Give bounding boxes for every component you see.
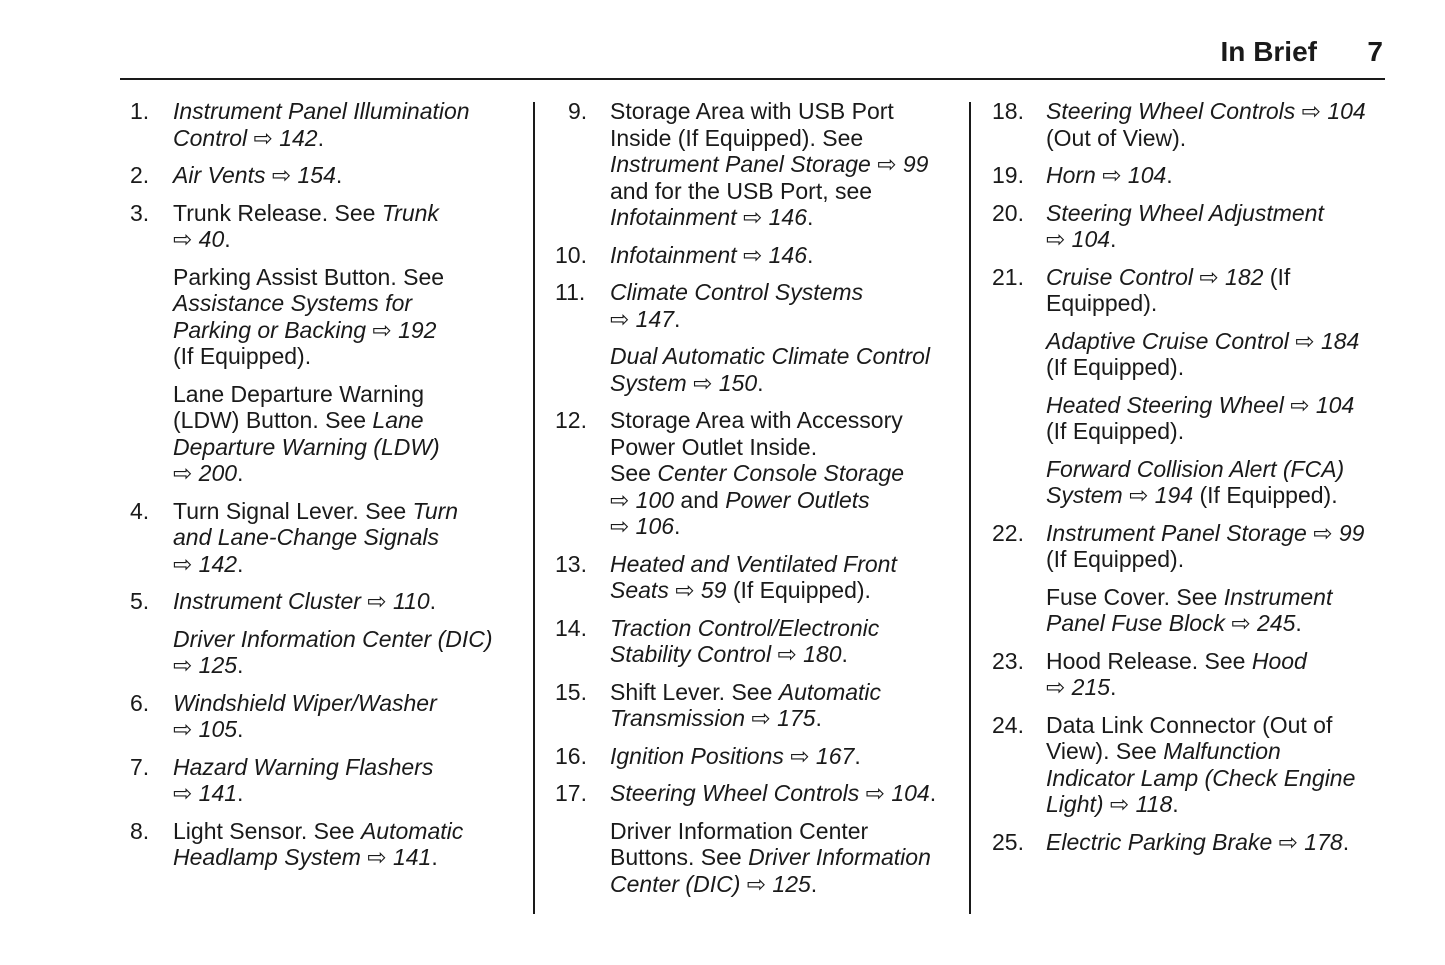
legend-item bbox=[992, 520, 1392, 573]
item-text: . bbox=[929, 780, 937, 806]
item-line bbox=[1046, 584, 1392, 611]
item-line bbox=[1046, 226, 1392, 253]
item-line bbox=[1046, 482, 1392, 509]
cross-reference: Trunk bbox=[381, 199, 439, 226]
cross-reference: Automatic bbox=[360, 817, 464, 844]
item-line bbox=[173, 381, 525, 408]
item-line bbox=[173, 780, 525, 807]
item-line bbox=[173, 524, 525, 551]
legend-item bbox=[555, 743, 955, 770]
cross-reference: ⇨ 106 bbox=[610, 513, 675, 539]
item-line bbox=[173, 200, 525, 227]
legend-item bbox=[555, 98, 955, 231]
item-text: . bbox=[674, 513, 681, 539]
item-text: Buttons. See bbox=[610, 844, 749, 870]
item-line bbox=[610, 407, 955, 434]
item-text: Fuse Cover. See bbox=[1046, 583, 1224, 610]
item-line bbox=[610, 780, 955, 807]
legend-item bbox=[555, 242, 955, 269]
item-text: . bbox=[1166, 162, 1173, 188]
item-number: 11. bbox=[555, 279, 586, 305]
item-text: . bbox=[1295, 610, 1302, 636]
cross-reference: Windshield Wiper/Washer bbox=[173, 689, 437, 716]
cross-reference: Parking or Backing ⇨ 192 bbox=[173, 316, 437, 343]
item-number: 1. bbox=[130, 98, 150, 124]
item-line bbox=[1046, 418, 1392, 445]
legend-item bbox=[130, 498, 525, 578]
item-line bbox=[173, 818, 525, 845]
item-line bbox=[1046, 456, 1392, 483]
item-text: (If Equipped). bbox=[726, 577, 871, 603]
item-line bbox=[610, 434, 955, 461]
item-text: (If bbox=[1263, 263, 1291, 290]
item-line bbox=[610, 178, 955, 205]
cross-reference: System ⇨ 194 bbox=[1046, 482, 1194, 508]
legend-subitem bbox=[555, 343, 955, 396]
item-line bbox=[173, 690, 525, 717]
item-text: . bbox=[841, 641, 848, 667]
cross-reference: ⇨ 141 bbox=[173, 780, 238, 806]
cross-reference: Instrument Panel Illumination bbox=[173, 98, 470, 124]
item-line bbox=[610, 98, 955, 125]
cross-reference: Departure Warning (LDW) bbox=[173, 433, 440, 460]
item-number: 6. bbox=[130, 689, 150, 716]
item-text: Hood Release. See bbox=[1046, 647, 1252, 674]
cross-reference: Instrument Panel Storage ⇨ 99 bbox=[1046, 519, 1365, 546]
item-line bbox=[1046, 200, 1392, 227]
cross-reference: System ⇨ 150 bbox=[610, 369, 758, 396]
column-divider bbox=[969, 102, 971, 914]
item-line bbox=[610, 513, 955, 540]
cross-reference: Cruise Control ⇨ 182 bbox=[1046, 263, 1264, 290]
item-text: Light Sensor. See bbox=[173, 817, 361, 844]
item-text: (If Equipped). bbox=[1046, 354, 1185, 380]
item-text: . bbox=[1110, 674, 1117, 700]
item-line bbox=[173, 98, 525, 125]
item-text: . bbox=[807, 241, 814, 268]
item-line bbox=[173, 264, 525, 291]
item-text: . bbox=[674, 305, 681, 332]
item-line bbox=[610, 487, 955, 514]
cross-reference: Assistance Systems for bbox=[173, 290, 413, 316]
item-text: (LDW) Button. See bbox=[173, 407, 373, 433]
cross-reference: ⇨ 100 bbox=[610, 486, 675, 513]
item-number: 24. bbox=[992, 711, 1024, 738]
legend-item bbox=[992, 200, 1392, 253]
item-line bbox=[173, 754, 525, 781]
item-line bbox=[173, 290, 525, 317]
legend-subitem bbox=[992, 456, 1392, 509]
item-line bbox=[1046, 610, 1392, 637]
legend-item bbox=[555, 780, 955, 807]
cross-reference: Headlamp System ⇨ 141 bbox=[173, 844, 432, 870]
legend-item bbox=[555, 279, 955, 332]
item-text: Inside (If Equipped). See bbox=[610, 124, 864, 151]
item-line bbox=[1046, 328, 1392, 355]
item-line bbox=[173, 460, 525, 487]
item-number: 5. bbox=[130, 588, 150, 614]
legend-item bbox=[130, 690, 525, 743]
legend-subitem bbox=[130, 626, 525, 679]
cross-reference: Driver Information Center (DIC) bbox=[173, 625, 493, 652]
item-number: 14. bbox=[555, 614, 587, 641]
cross-reference: Seats ⇨ 59 bbox=[610, 577, 727, 603]
item-text: View). See bbox=[1046, 738, 1164, 764]
item-number: 20. bbox=[992, 199, 1024, 226]
legend-item bbox=[555, 679, 955, 732]
item-line bbox=[610, 615, 955, 642]
item-line bbox=[173, 125, 525, 152]
legend-column-1 bbox=[130, 98, 525, 882]
item-number: 12. bbox=[555, 407, 587, 433]
cross-reference: Air Vents ⇨ 154 bbox=[173, 162, 336, 188]
item-line bbox=[610, 871, 955, 898]
cross-reference: Heated and Ventilated Front bbox=[610, 550, 897, 577]
cross-reference: Panel Fuse Block ⇨ 245 bbox=[1046, 610, 1296, 636]
legend-subitem bbox=[130, 381, 525, 487]
item-text: . bbox=[815, 705, 822, 731]
item-number: 21. bbox=[992, 263, 1024, 290]
item-line bbox=[610, 743, 955, 770]
item-line bbox=[610, 460, 955, 487]
item-text: . bbox=[810, 870, 818, 897]
item-text: . bbox=[807, 204, 814, 230]
item-line bbox=[173, 434, 525, 461]
item-line bbox=[610, 343, 955, 370]
item-number: 4. bbox=[130, 497, 150, 524]
cross-reference: ⇨ 200 bbox=[173, 460, 238, 486]
cross-reference: Steering Wheel Controls ⇨ 104 bbox=[1046, 98, 1366, 124]
legend-item bbox=[130, 98, 525, 151]
item-line bbox=[173, 343, 525, 370]
item-number: 9. bbox=[568, 98, 588, 124]
legend-item bbox=[992, 264, 1392, 317]
item-text: (If Equipped). bbox=[1046, 418, 1185, 444]
cross-reference: Driver Information bbox=[748, 844, 931, 870]
item-line bbox=[1046, 392, 1392, 419]
item-line bbox=[610, 641, 955, 668]
cross-reference: Malfunction bbox=[1163, 738, 1281, 764]
cross-reference: and Lane-Change Signals bbox=[173, 524, 439, 550]
item-text: (If Equipped). bbox=[1193, 482, 1338, 508]
item-text: . bbox=[237, 716, 244, 742]
legend-subitem bbox=[130, 264, 525, 370]
item-text: Equipped). bbox=[1046, 290, 1158, 316]
item-line bbox=[610, 551, 955, 578]
item-text: Storage Area with USB Port bbox=[610, 98, 894, 124]
cross-reference: Steering Wheel Controls ⇨ 104 bbox=[610, 780, 930, 806]
cross-reference: Instrument Panel Storage ⇨ 99 bbox=[610, 151, 929, 177]
cross-reference: ⇨ 215 bbox=[1046, 674, 1111, 700]
legend-item bbox=[555, 551, 955, 604]
item-number: 25. bbox=[992, 828, 1024, 855]
cross-reference: Hazard Warning Flashers bbox=[173, 753, 434, 780]
item-line bbox=[610, 151, 955, 178]
item-text: . bbox=[1110, 226, 1117, 252]
legend-subitem bbox=[992, 328, 1392, 381]
cross-reference: Lane bbox=[372, 407, 424, 433]
item-text: . bbox=[237, 460, 244, 486]
cross-reference: Indicator Lamp (Check Engine bbox=[1046, 764, 1356, 791]
cross-reference: Hood bbox=[1251, 647, 1307, 674]
cross-reference: ⇨ 105 bbox=[173, 716, 238, 742]
cross-reference: ⇨ 147 bbox=[610, 305, 675, 332]
item-line bbox=[1046, 290, 1392, 317]
legend-subitem bbox=[992, 584, 1392, 637]
item-text: Trunk Release. See bbox=[173, 199, 382, 226]
item-number: 17. bbox=[555, 780, 587, 806]
legend-item bbox=[130, 754, 525, 807]
cross-reference: ⇨ 40 bbox=[173, 226, 225, 252]
item-text: . bbox=[1172, 791, 1179, 817]
item-line bbox=[1046, 125, 1392, 152]
item-number: 10. bbox=[555, 241, 587, 268]
item-line bbox=[610, 242, 955, 269]
item-text: Shift Lever. See bbox=[610, 678, 779, 705]
cross-reference: Dual Automatic Climate Control bbox=[610, 343, 930, 369]
item-line bbox=[1046, 162, 1392, 189]
item-text: . bbox=[757, 369, 764, 396]
legend-item bbox=[130, 200, 525, 253]
legend-item bbox=[555, 407, 955, 540]
item-line bbox=[173, 317, 525, 344]
cross-reference: Transmission ⇨ 175 bbox=[610, 705, 816, 731]
item-line bbox=[610, 818, 955, 845]
item-number: 18. bbox=[992, 98, 1024, 124]
cross-reference: Horn ⇨ 104 bbox=[1046, 162, 1167, 188]
item-text: Power Outlet Inside. bbox=[610, 433, 818, 460]
item-text: . bbox=[237, 780, 244, 806]
cross-reference: Power Outlets bbox=[725, 486, 870, 513]
item-line bbox=[173, 407, 525, 434]
legend-column-3 bbox=[992, 98, 1392, 866]
cross-reference: Forward Collision Alert (FCA) bbox=[1046, 455, 1345, 482]
legend-item bbox=[130, 588, 525, 615]
item-text: . bbox=[317, 124, 324, 151]
cross-reference: ⇨ 142 bbox=[173, 550, 238, 577]
item-text: . bbox=[854, 742, 861, 769]
page-number: 7 bbox=[1367, 36, 1383, 67]
item-line bbox=[1046, 98, 1392, 125]
item-number: 13. bbox=[555, 550, 587, 577]
item-line bbox=[610, 125, 955, 152]
legend-item bbox=[992, 98, 1392, 151]
item-text: (If Equipped). bbox=[173, 343, 312, 369]
legend-item bbox=[130, 818, 525, 871]
cross-reference: Light) ⇨ 118 bbox=[1046, 791, 1173, 817]
item-text: Storage Area with Accessory bbox=[610, 407, 903, 433]
item-number: 2. bbox=[130, 162, 150, 188]
item-text: . bbox=[429, 588, 437, 614]
item-line bbox=[1046, 765, 1392, 792]
item-line bbox=[1046, 791, 1392, 818]
item-line bbox=[173, 162, 525, 189]
cross-reference: Center Console Storage bbox=[657, 460, 905, 486]
legend-item bbox=[992, 162, 1392, 189]
cross-reference: Infotainment ⇨ 146 bbox=[610, 204, 808, 230]
legend-subitem bbox=[992, 392, 1392, 445]
cross-reference: Traction Control/Electronic bbox=[610, 614, 880, 641]
item-number: 19. bbox=[992, 162, 1024, 188]
item-number: 8. bbox=[130, 817, 150, 844]
legend-item bbox=[992, 712, 1392, 818]
item-text: Parking Assist Button. See bbox=[173, 263, 445, 290]
item-text: See bbox=[610, 460, 658, 486]
item-line bbox=[173, 588, 525, 615]
item-line bbox=[173, 626, 525, 653]
legend-subitem bbox=[555, 818, 955, 898]
item-number: 15. bbox=[555, 678, 587, 705]
item-number: 23. bbox=[992, 647, 1024, 674]
column-divider bbox=[533, 102, 535, 914]
item-text: Turn Signal Lever. See bbox=[173, 497, 413, 524]
item-line bbox=[1046, 354, 1392, 381]
cross-reference: Stability Control ⇨ 180 bbox=[610, 641, 842, 667]
cross-reference: Ignition Positions ⇨ 167 bbox=[610, 742, 855, 769]
item-line bbox=[1046, 264, 1392, 291]
item-line bbox=[173, 551, 525, 578]
item-text: . bbox=[335, 162, 343, 188]
cross-reference: Center (DIC) ⇨ 125 bbox=[610, 870, 811, 897]
item-line bbox=[610, 705, 955, 732]
item-line bbox=[1046, 648, 1392, 675]
item-line bbox=[610, 679, 955, 706]
item-text: (If Equipped). bbox=[1046, 546, 1185, 572]
page-header bbox=[120, 30, 1385, 80]
item-line bbox=[610, 577, 955, 604]
item-text: . bbox=[237, 652, 244, 678]
cross-reference: Automatic bbox=[778, 678, 882, 705]
legend-column-2 bbox=[555, 98, 955, 908]
item-line bbox=[173, 844, 525, 871]
legend-item bbox=[992, 829, 1392, 856]
legend-item bbox=[555, 615, 955, 668]
item-line bbox=[610, 204, 955, 231]
cross-reference: Adaptive Cruise Control ⇨ 184 bbox=[1046, 327, 1360, 354]
cross-reference: ⇨ 125 bbox=[173, 652, 238, 678]
item-line bbox=[610, 370, 955, 397]
item-number: 22. bbox=[992, 519, 1024, 546]
item-text: Driver Information Center bbox=[610, 817, 869, 844]
item-text: Lane Departure Warning bbox=[173, 380, 425, 407]
item-line bbox=[1046, 712, 1392, 739]
cross-reference: Heated Steering Wheel ⇨ 104 bbox=[1046, 391, 1355, 418]
item-line bbox=[610, 844, 955, 871]
item-text: (Out of View). bbox=[1046, 124, 1187, 151]
legend-item bbox=[130, 162, 525, 189]
item-text: . bbox=[237, 550, 244, 577]
item-text: . bbox=[224, 226, 231, 252]
item-text: . bbox=[431, 844, 438, 870]
cross-reference: Infotainment ⇨ 146 bbox=[610, 241, 808, 268]
cross-reference: Electric Parking Brake ⇨ 178 bbox=[1046, 828, 1343, 855]
item-line bbox=[173, 498, 525, 525]
item-line bbox=[173, 226, 525, 253]
item-line bbox=[1046, 546, 1392, 573]
item-text: Data Link Connector (Out of bbox=[1046, 711, 1333, 738]
item-line bbox=[173, 716, 525, 743]
item-text: and for the USB Port, see bbox=[610, 177, 873, 204]
cross-reference: Instrument bbox=[1223, 583, 1333, 610]
item-line bbox=[1046, 738, 1392, 765]
item-line bbox=[1046, 829, 1392, 856]
item-line bbox=[610, 306, 955, 333]
item-number: 3. bbox=[130, 199, 150, 226]
section-title: In Brief bbox=[1220, 36, 1317, 67]
cross-reference: Climate Control Systems bbox=[610, 279, 864, 305]
cross-reference: Instrument Cluster ⇨ 110 bbox=[173, 588, 430, 614]
cross-reference: Turn bbox=[412, 497, 459, 524]
legend-item bbox=[992, 648, 1392, 701]
item-text: . bbox=[1342, 828, 1350, 855]
cross-reference: Steering Wheel Adjustment bbox=[1046, 199, 1324, 226]
item-line bbox=[1046, 520, 1392, 547]
item-number: 7. bbox=[130, 753, 150, 780]
cross-reference: Control ⇨ 142 bbox=[173, 124, 318, 151]
cross-reference: ⇨ 104 bbox=[1046, 226, 1111, 252]
item-line bbox=[610, 279, 955, 306]
item-line bbox=[1046, 674, 1392, 701]
item-text: and bbox=[674, 486, 726, 513]
item-number: 16. bbox=[555, 742, 587, 769]
item-line bbox=[173, 652, 525, 679]
